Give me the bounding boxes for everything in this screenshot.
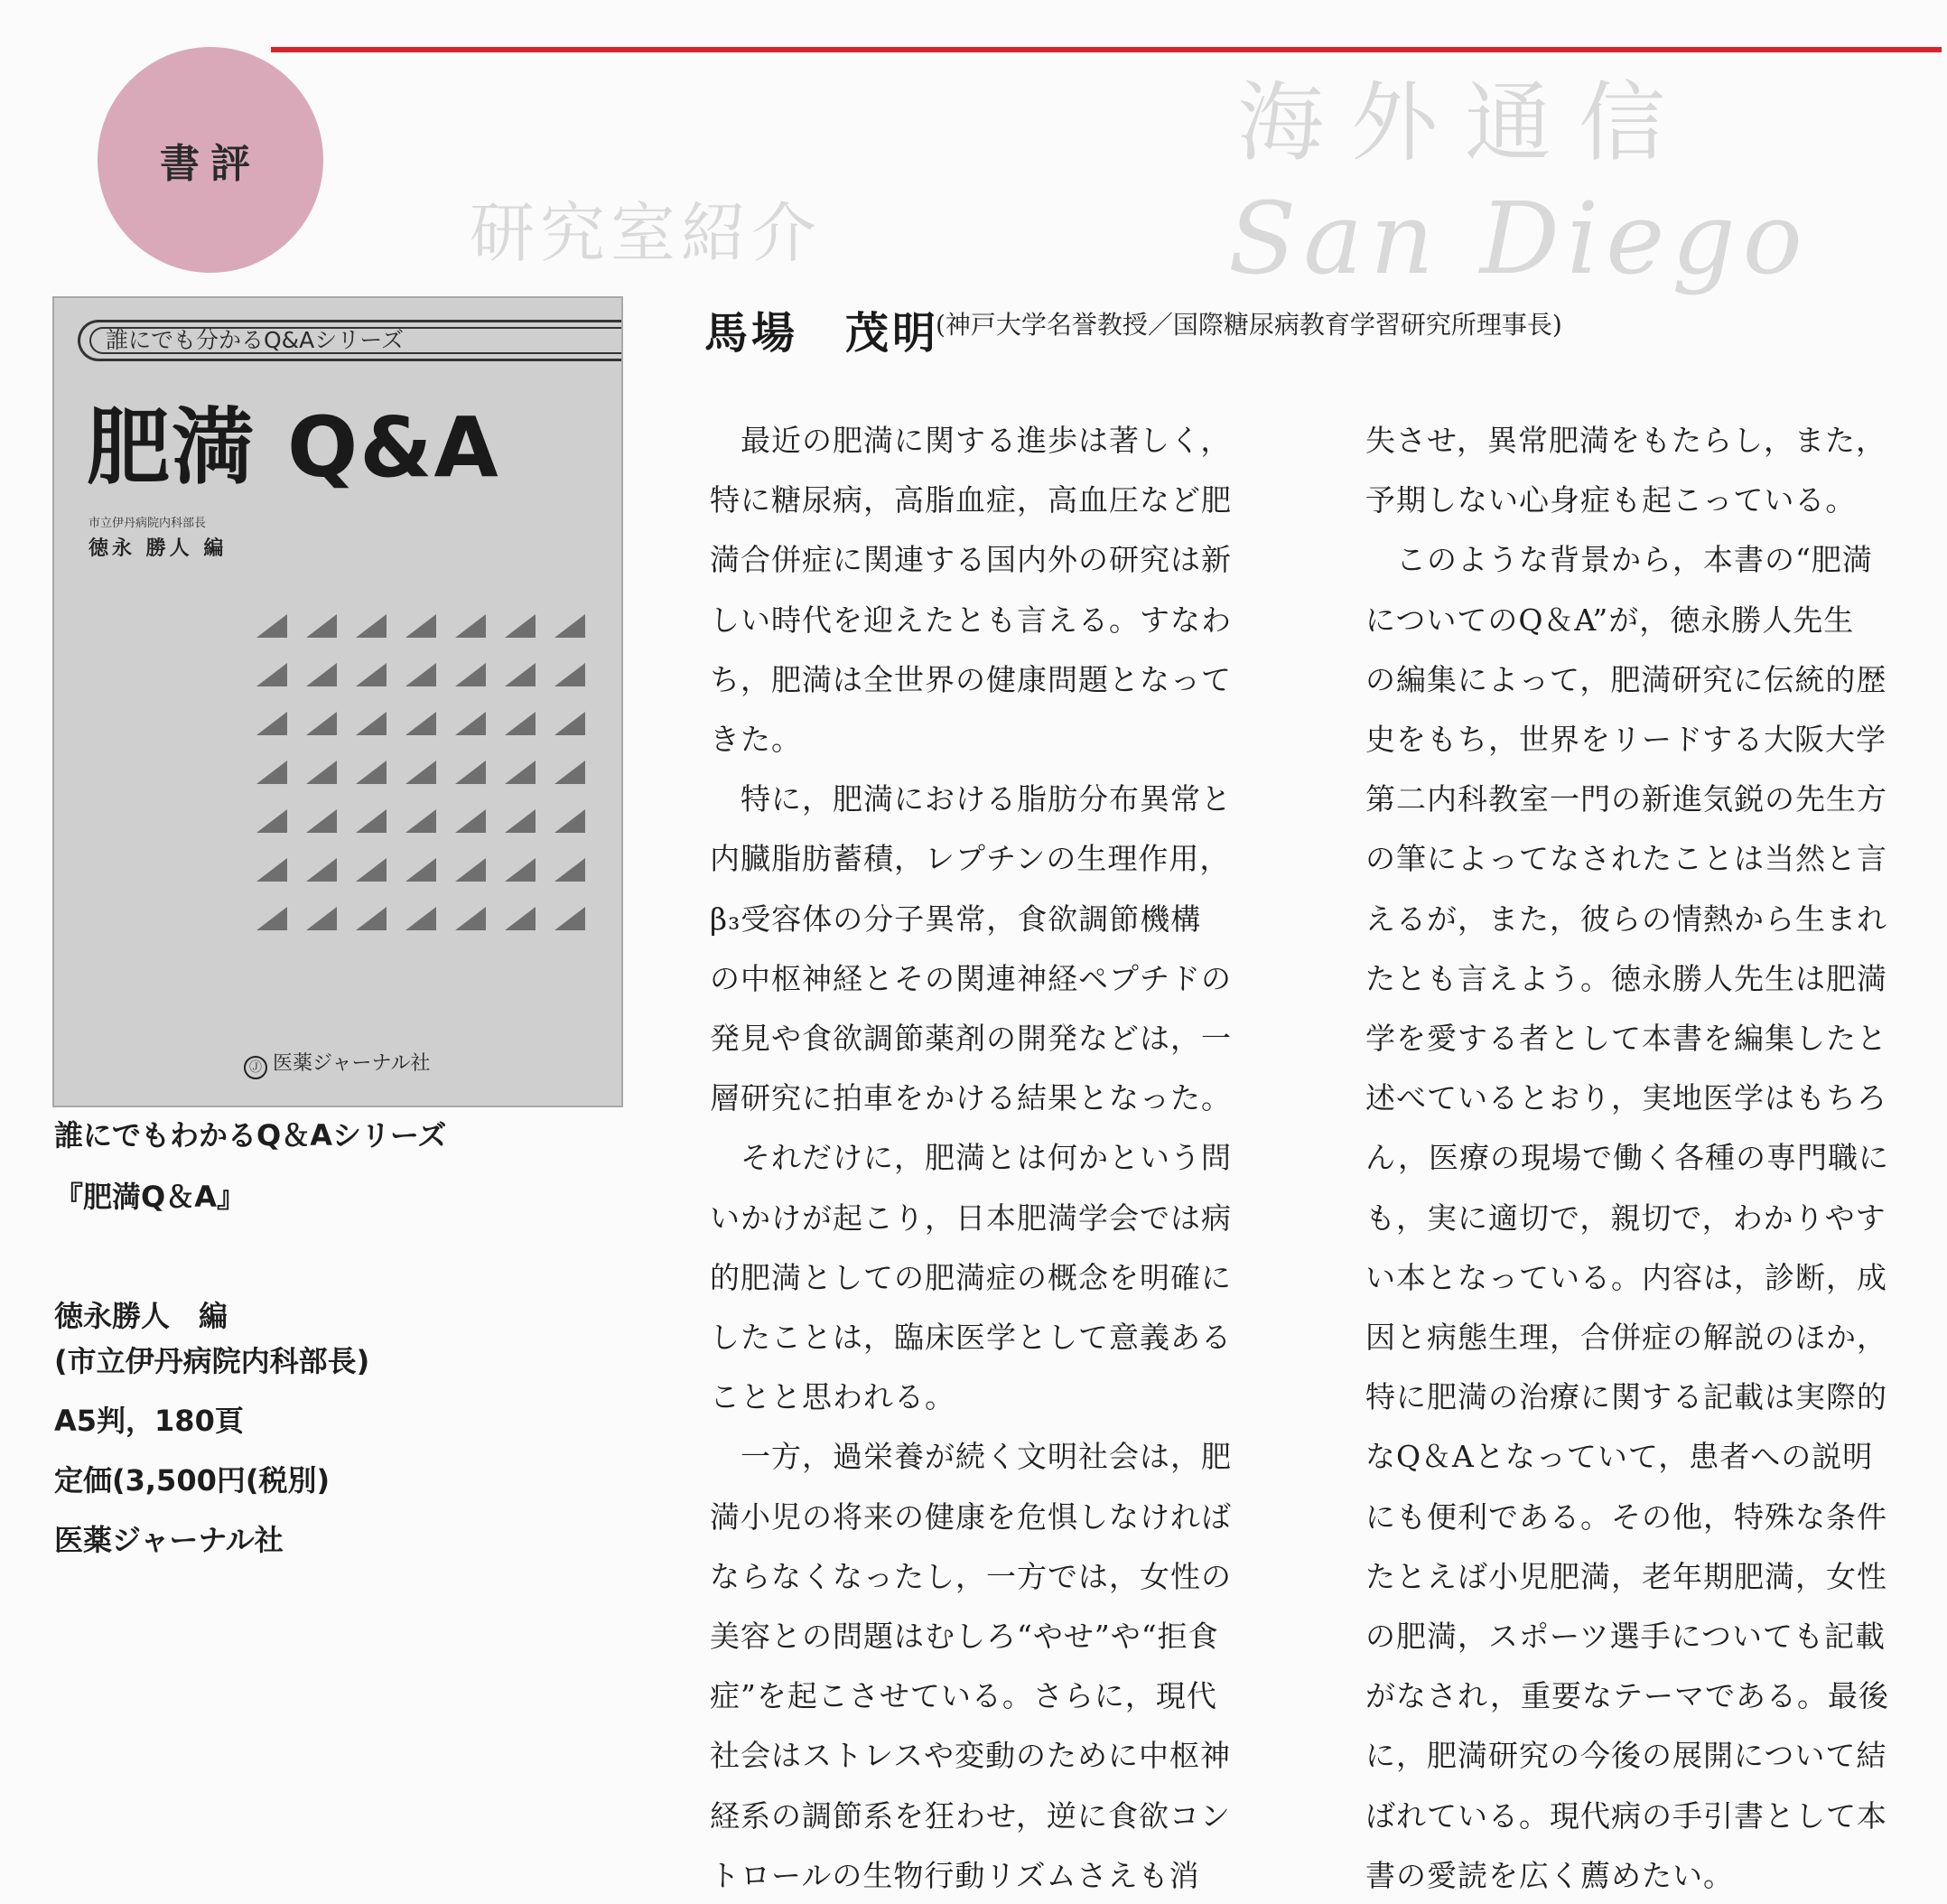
cover-triangle-icon [405, 858, 436, 882]
review-text-line: に，肥満研究の今後の展開について結 [1365, 1738, 1887, 1773]
cover-triangle-icon [455, 712, 486, 735]
review-text-line: 特に糖尿病，高脂血症，高血圧など肥 [710, 482, 1232, 518]
cover-editor-affiliation: 市立伊丹病院内科部長 [88, 517, 207, 530]
review-text-line: しい時代を迎えたとも言える。すなわ [710, 602, 1232, 638]
book-format: A5判，180頁 [54, 1404, 244, 1438]
cover-triangle-icon [405, 809, 436, 833]
bleed-through-text: San Diego [1228, 181, 1810, 296]
cover-triangle-icon [256, 809, 287, 833]
cover-triangle-icon [306, 712, 337, 735]
cover-triangle-icon [455, 907, 486, 930]
cover-triangle-icon [256, 761, 287, 784]
book-title: 『肥満Q＆A』 [54, 1180, 246, 1214]
review-text-line: の中枢神経とその関連神経ペプチドの [710, 961, 1232, 996]
review-text-line: 一方，過栄養が続く文明社会は，肥 [710, 1439, 1232, 1474]
book-cover-image [52, 296, 623, 1107]
cover-triangle-icon [505, 809, 536, 833]
review-text-line: の編集によって，肥満研究に伝統的歴 [1365, 662, 1887, 697]
section-badge-label: 書評 [160, 141, 261, 187]
review-text-line: 最近の肥満に関する進歩は著しく， [710, 423, 1232, 458]
review-text-line: にも便利である。その他，特殊な条件 [1365, 1499, 1887, 1535]
cover-triangle-icon [505, 858, 536, 882]
cover-triangle-icon [306, 907, 337, 930]
bleed-through-text: 研究室紹介 [470, 195, 823, 271]
review-text-line: たとも言えよう。徳永勝人先生は肥満 [1365, 961, 1887, 996]
book-series: 誰にでもわかるQ＆Aシリーズ [54, 1118, 447, 1153]
review-text-line: 的肥満としての肥満症の概念を明確に [710, 1260, 1232, 1295]
reviewer-name: 馬場 茂明 [704, 308, 940, 359]
review-text-line: β₃受容体の分子異常，食欲調節機構 [710, 901, 1202, 937]
cover-triangle-icon [256, 712, 287, 735]
review-text-line: 特に，肥満における脂肪分布異常と [710, 781, 1232, 817]
review-text-line: 社会はストレスや変動のために中枢神 [710, 1738, 1232, 1773]
cover-triangle-icon [505, 761, 536, 784]
review-text-line: 史をもち，世界をリードする大阪大学 [1365, 722, 1887, 757]
cover-triangle-icon [554, 712, 585, 735]
review-text-line: 症”を起こさせている。さらに，現代 [710, 1678, 1217, 1713]
cover-triangle-icon [455, 663, 486, 686]
book-editor: 徳永勝人 編 [54, 1299, 228, 1333]
cover-triangle-icon [405, 614, 436, 638]
cover-triangle-icon [554, 858, 585, 882]
cover-triangle-icon [455, 809, 486, 833]
review-text-line: の筆によってなされたことは当然と言 [1365, 841, 1887, 876]
cover-triangle-icon [356, 858, 387, 882]
review-text-line: 内臓脂肪蓄積，レプチンの生理作用， [710, 841, 1231, 876]
cover-triangle-icon [306, 809, 337, 833]
cover-triangle-icon [505, 907, 536, 930]
review-text-line: えるが，また，彼らの情熱から生まれ [1365, 901, 1887, 937]
cover-triangle-icon [256, 614, 287, 638]
cover-triangle-icon [505, 614, 536, 638]
cover-triangle-icon [356, 761, 387, 784]
cover-triangle-icon [356, 712, 387, 735]
review-text-line: ことと思われる。 [710, 1379, 955, 1414]
cover-triangle-icon [256, 907, 287, 930]
bleed-through-text: 海外通信 [1237, 72, 1692, 173]
cover-triangle-icon [505, 663, 536, 686]
cover-triangle-icon [554, 614, 585, 638]
cover-triangle-icon [405, 907, 436, 930]
review-text-line: 学を愛する者として本書を編集したと [1365, 1021, 1887, 1056]
review-text-line: ばれている。現代病の手引書として本 [1365, 1798, 1887, 1834]
cover-triangle-icon [405, 761, 436, 784]
review-text-line: 発見や食欲調節薬剤の開発などは，一 [710, 1021, 1232, 1056]
section-badge [98, 47, 323, 273]
cover-triangle-icon [356, 614, 387, 638]
book-price: 定価(3,500円(税別) [54, 1463, 331, 1498]
review-text-line: なQ＆Aとなっていて，患者への説明 [1365, 1439, 1874, 1474]
cover-editor: 徳永 勝人 編 [88, 537, 228, 560]
cover-triangle-icon [306, 614, 337, 638]
cover-series-label: 誰にでも分かるQ&Aシリーズ [78, 320, 623, 361]
cover-triangle-icon [405, 663, 436, 686]
review-text-line: いかけが起こり，日本肥満学会では病 [710, 1200, 1232, 1236]
review-text-line: 書の愛読を広く薦めたい。 [1365, 1858, 1734, 1893]
review-text-line: 因と病態生理，合併症の解説のほか， [1365, 1320, 1887, 1355]
cover-triangle-icon [256, 663, 287, 686]
review-text-line: についてのQ＆A”が，徳永勝人先生 [1365, 602, 1855, 638]
cover-triangle-icon [306, 663, 337, 686]
cover-publisher-name: 医薬ジャーナル社 [273, 1052, 431, 1075]
review-text-line: 予期しない心身症も起こっている。 [1365, 482, 1857, 518]
review-text-line: このような背景から，本書の“肥満 [1365, 542, 1873, 577]
cover-triangle-icon [455, 761, 486, 784]
review-text-line: 特に肥満の治療に関する記載は実際的 [1365, 1379, 1887, 1414]
review-text-line: たとえば小児肥満，老年期肥満，女性 [1365, 1559, 1887, 1594]
book-editor-affiliation: (市立伊丹病院内科部長) [54, 1344, 370, 1378]
cover-triangle-icon [306, 858, 337, 882]
cover-triangle-icon [505, 712, 536, 735]
cover-triangle-icon [356, 907, 387, 930]
top-red-rule [271, 47, 1942, 52]
review-text-line: 失させ，異常肥満をもたらし，また， [1365, 423, 1887, 458]
review-text-line: 経系の調節系を狂わせ，逆に食欲コン [710, 1798, 1232, 1834]
review-text-line: それだけに，肥満とは何かという問 [710, 1140, 1232, 1175]
review-text-line: したことは，臨床医学として意義ある [710, 1320, 1232, 1355]
review-text-line: も，実に適切で，親切で，わかりやす [1365, 1200, 1886, 1236]
cover-triangle-icon [554, 809, 585, 833]
cover-triangle-icon [405, 712, 436, 735]
cover-triangle-icon [554, 761, 585, 784]
review-text-line: 述べているとおり，実地医学はもちろ [1365, 1080, 1887, 1115]
cover-title: 肥満 Q&A [87, 399, 500, 496]
reviewer-affiliation: (神戸大学名誉教授／国際糖尿病教育学習研究所理事長) [936, 310, 1562, 340]
publisher-logo-icon: Ⓙ [244, 1056, 267, 1079]
cover-triangle-icon [256, 858, 287, 882]
review-text-line: ん，医療の現場で働く各種の専門職に [1365, 1140, 1889, 1175]
review-text-line: の肥満，スポーツ選手についても記載 [1365, 1619, 1886, 1654]
review-text-line: 第二内科教室一門の新進気鋭の先生方 [1365, 781, 1887, 817]
review-text-line: 満小児の将来の健康を危惧しなければ [710, 1499, 1232, 1535]
review-text-line: 満合併症に関連する国内外の研究は新 [710, 542, 1232, 577]
review-text-line: トロールの生物行動リズムさえも消 [710, 1858, 1200, 1893]
book-publisher: 医薬ジャーナル社 [54, 1523, 284, 1557]
review-text-line: 美容との問題はむしろ“やせ”や“拒食 [710, 1619, 1219, 1654]
cover-triangle-icon [356, 663, 387, 686]
review-text-line: ならなくなったし，一方では，女性の [710, 1559, 1232, 1594]
review-text-line: がなされ，重要なテーマである。最後 [1365, 1678, 1889, 1713]
review-text-line: ち，肥満は全世界の健康問題となって [710, 662, 1232, 697]
cover-triangle-icon [554, 907, 585, 930]
cover-triangle-icon [554, 663, 585, 686]
review-text-line: きた。 [710, 722, 802, 757]
cover-triangle-icon [455, 858, 486, 882]
review-text-line: 層研究に拍車をかける結果となった。 [710, 1080, 1232, 1115]
cover-triangle-icon [455, 614, 486, 638]
cover-triangle-icon [356, 809, 387, 833]
cover-publisher [244, 1048, 430, 1079]
cover-triangle-icon [306, 761, 337, 784]
cover-triangle-pattern [256, 614, 585, 930]
review-text-line: い本となっている。内容は，診断，成 [1365, 1260, 1887, 1295]
